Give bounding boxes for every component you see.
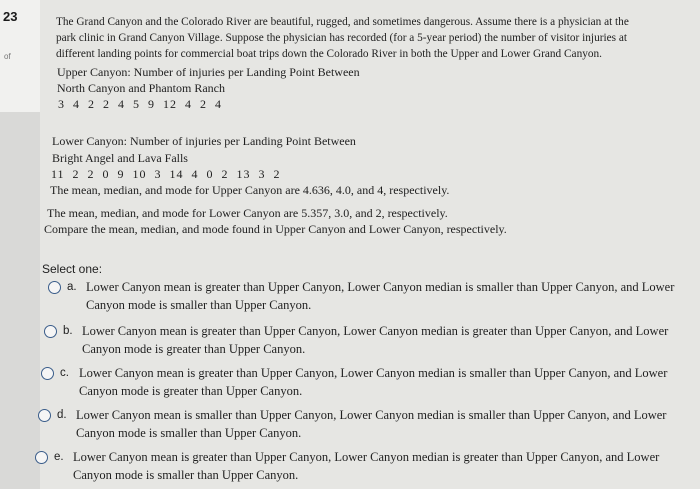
option-line-1: Lower Canyon mean is greater than Upper Canyon, Lower Canyon median is greater than Upper Canyon, and Lower: [73, 450, 660, 464]
option-line-2: Canyon mode is smaller than Upper Canyon.: [73, 468, 299, 482]
option-text: [79, 364, 679, 400]
option-line-1: Lower Canyon mean is smaller than Upper Canyon, Lower Canyon median is smaller than Upper Canyon, and Lower: [76, 408, 667, 422]
question-text: The Grand Canyon and the Colorado River are beautiful, rugged, and sometimes dangerous. Assume there is a physician at the park clinic in Grand Canyon Village. Suppose the physician has recorded (for a 5-year period) the number of visitor injuries at different landing points for commercial boat trips down the Colorado River in both the Upper and Lower Grand Canyon.: [56, 16, 629, 60]
option-letter: e.: [54, 451, 64, 463]
upper-stats: The mean, median, and mode for Upper Canyon are 4.636, 4.0, and 4, respectively.: [50, 183, 450, 197]
option-line-2: Canyon mode is smaller than Upper Canyon.: [76, 426, 302, 440]
upper-heading-1: Upper Canyon: Number of injuries per Landing Point Between: [57, 65, 360, 79]
lower-heading-1: Lower Canyon: Number of injuries per Landing Point Between: [52, 134, 356, 148]
option-text: [76, 406, 676, 442]
lower-data: 11 2 2 0 9 10 3 14 4 0 2 13 3 2: [51, 167, 281, 181]
option-line-1: Lower Canyon mean is greater than Upper Canyon, Lower Canyon median is smaller than Upper Canyon, and Lower: [86, 280, 675, 294]
radio-button[interactable]: [44, 325, 57, 338]
radio-button[interactable]: [41, 367, 54, 380]
question-of-label: of: [4, 52, 11, 61]
radio-button[interactable]: [38, 409, 51, 422]
question-number: 23: [3, 9, 18, 24]
radio-button[interactable]: [48, 281, 61, 294]
option-letter: a.: [67, 281, 77, 293]
option-letter: c.: [60, 367, 69, 379]
lower-stats: The mean, median, and mode for Lower Canyon are 5.357, 3.0, and 2, respectively.: [47, 206, 448, 220]
option-text: [73, 448, 673, 484]
radio-button[interactable]: [35, 451, 48, 464]
question-prompt: Compare the mean, median, and mode found in Upper Canyon and Lower Canyon, respectively.: [44, 222, 507, 236]
select-one-label: Select one:: [42, 262, 103, 276]
option-line-1: Lower Canyon mean is greater than Upper Canyon, Lower Canyon median is greater than Upper Canyon, and Lower: [82, 324, 669, 338]
option-text: [82, 322, 682, 358]
option-line-2: Canyon mode is smaller than Upper Canyon.: [86, 298, 312, 312]
question-info-panel: [0, 0, 41, 112]
option-text: [86, 278, 686, 314]
option-line-2: Canyon mode is greater than Upper Canyon.: [82, 342, 306, 356]
upper-heading-2: North Canyon and Phantom Ranch: [57, 81, 225, 95]
upper-data: 3 4 2 2 4 5 9 12 4 2 4: [58, 97, 222, 111]
option-letter: b.: [63, 325, 73, 337]
lower-heading-2: Bright Angel and Lava Falls: [52, 151, 188, 165]
option-line-2: Canyon mode is greater than Upper Canyon.: [79, 384, 303, 398]
option-letter: d.: [57, 409, 67, 421]
option-line-1: Lower Canyon mean is greater than Upper Canyon, Lower Canyon median is smaller than Upper Canyon, and Lower: [79, 366, 668, 380]
